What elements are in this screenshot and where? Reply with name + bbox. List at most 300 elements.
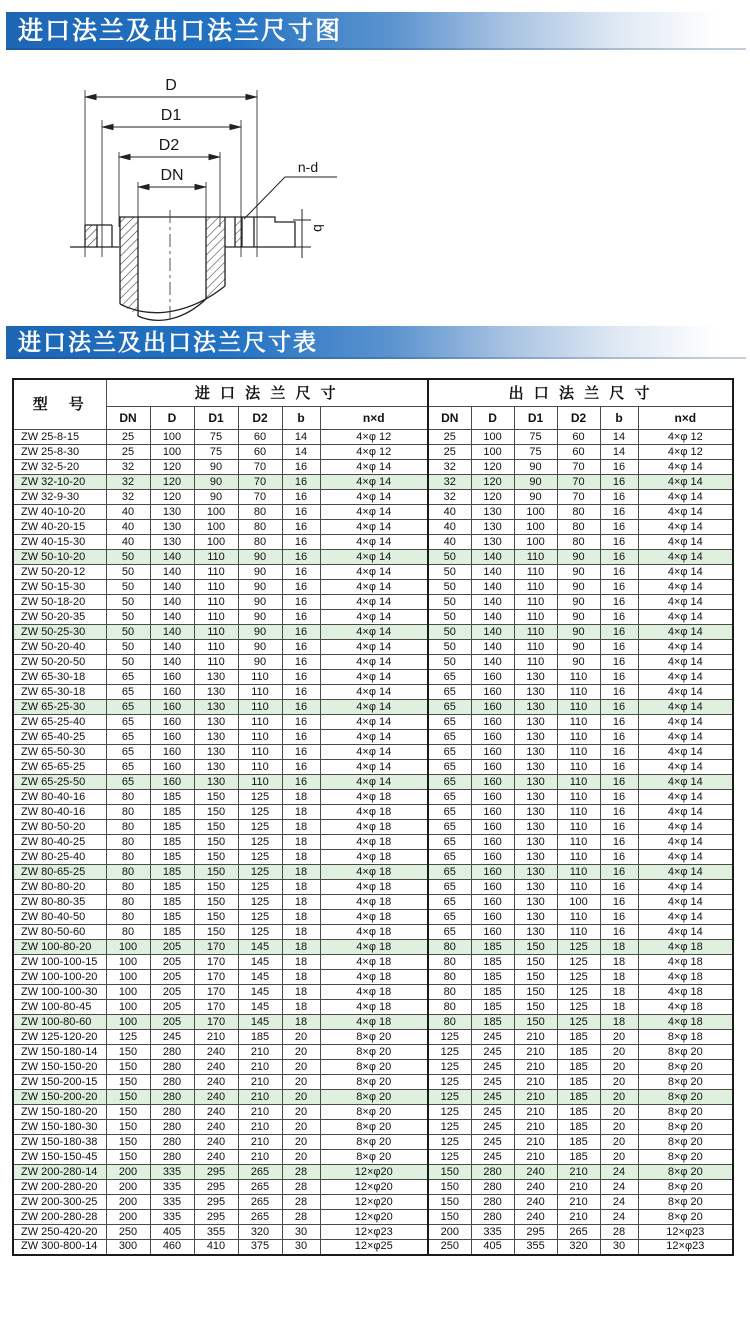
dimension-cell: 65 — [106, 670, 150, 685]
inlet-section-header: 进 口 法 兰 尺 寸 — [106, 379, 428, 407]
dimension-cell: 18 — [282, 910, 320, 925]
dimension-cell: 65 — [428, 805, 471, 820]
table-row — [13, 610, 733, 625]
dimension-cell: 295 — [194, 1195, 238, 1210]
dimension-cell: 65 — [428, 745, 471, 760]
dimension-cell: 280 — [471, 1180, 514, 1195]
dimension-cell: 295 — [514, 1225, 557, 1240]
dimension-cell: 4×φ 14 — [638, 625, 733, 640]
dimension-cell: 185 — [150, 910, 194, 925]
dimension-cell: 90 — [238, 655, 282, 670]
dimension-cell: 80 — [106, 790, 150, 805]
model-cell: ZW 80-50-60 — [13, 925, 106, 940]
dimension-cell: 16 — [600, 730, 638, 745]
dimension-cell: 100 — [194, 535, 238, 550]
dimension-cell: 160 — [471, 850, 514, 865]
dimension-cell: 8×φ 20 — [320, 1105, 428, 1120]
dimension-cell: 125 — [428, 1105, 471, 1120]
dimension-cell: 320 — [238, 1225, 282, 1240]
dimension-cell: 16 — [600, 475, 638, 490]
dimension-cell: 145 — [238, 1000, 282, 1015]
model-cell: ZW 100-100-30 — [13, 985, 106, 1000]
dimension-cell: 110 — [194, 580, 238, 595]
dimension-cell: 70 — [557, 475, 600, 490]
flange-dimension-table — [12, 378, 734, 1256]
dimension-cell: 250 — [428, 1240, 471, 1255]
dimension-cell: 4×φ 14 — [638, 850, 733, 865]
dimension-cell: 18 — [282, 955, 320, 970]
dimension-cell: 280 — [471, 1195, 514, 1210]
table-row — [13, 520, 733, 535]
dimension-cell: 75 — [514, 445, 557, 460]
dimension-cell: 130 — [194, 760, 238, 775]
dimension-cell: 100 — [514, 505, 557, 520]
dimension-cell: 245 — [471, 1135, 514, 1150]
dimension-cell: 32 — [106, 490, 150, 505]
dimension-cell: 200 — [428, 1225, 471, 1240]
model-cell: ZW 25-8-15 — [13, 430, 106, 445]
dimension-cell: 170 — [194, 955, 238, 970]
dimension-cell: 295 — [194, 1180, 238, 1195]
table-row — [13, 850, 733, 865]
dimension-cell: 110 — [238, 745, 282, 760]
dimension-cell: 210 — [514, 1150, 557, 1165]
dimension-cell: 16 — [600, 910, 638, 925]
dimension-cell: 460 — [150, 1240, 194, 1255]
dimension-cell: 110 — [557, 850, 600, 865]
dimension-cell: 160 — [471, 745, 514, 760]
dimension-cell: 4×φ 14 — [638, 910, 733, 925]
dimension-cell: 4×φ 14 — [638, 550, 733, 565]
table-title-bar — [6, 326, 746, 359]
dimension-cell: 150 — [428, 1165, 471, 1180]
outlet-col-d1: D1 — [514, 407, 557, 430]
dimension-cell: 16 — [600, 805, 638, 820]
dimension-cell: 335 — [150, 1180, 194, 1195]
dimension-cell: 245 — [471, 1060, 514, 1075]
table-row — [13, 865, 733, 880]
dimension-cell: 160 — [150, 700, 194, 715]
dimension-cell: 110 — [557, 835, 600, 850]
dimension-cell: 4×φ 14 — [320, 640, 428, 655]
dimension-cell: 18 — [600, 940, 638, 955]
dimension-cell: 245 — [471, 1075, 514, 1090]
dimension-cell: 125 — [428, 1045, 471, 1060]
dimension-cell: 90 — [238, 625, 282, 640]
dimension-cell: 20 — [600, 1060, 638, 1075]
model-cell: ZW 100-80-45 — [13, 1000, 106, 1015]
dimension-cell: 185 — [557, 1045, 600, 1060]
dimension-cell: 125 — [557, 985, 600, 1000]
model-cell: ZW 50-15-30 — [13, 580, 106, 595]
dimension-cell: 30 — [600, 1240, 638, 1255]
dimension-cell: 50 — [106, 610, 150, 625]
dimension-cell: 4×φ 14 — [320, 745, 428, 760]
dimension-cell: 28 — [600, 1225, 638, 1240]
dimension-cell: 4×φ 18 — [320, 955, 428, 970]
dim-label-d1: D1 — [160, 107, 182, 124]
dimension-cell: 4×φ 14 — [638, 775, 733, 790]
dimension-cell: 125 — [238, 910, 282, 925]
dimension-cell: 150 — [106, 1105, 150, 1120]
dimension-cell: 4×φ 14 — [638, 925, 733, 940]
dimension-cell: 160 — [471, 730, 514, 745]
table-row — [13, 805, 733, 820]
dimension-cell: 16 — [600, 775, 638, 790]
model-cell: ZW 50-18-20 — [13, 595, 106, 610]
dimension-cell: 80 — [428, 1015, 471, 1030]
dimension-cell: 30 — [282, 1225, 320, 1240]
dimension-cell: 4×φ 14 — [320, 595, 428, 610]
dimension-cell: 90 — [557, 625, 600, 640]
dimension-cell: 140 — [150, 625, 194, 640]
dimension-cell: 185 — [150, 895, 194, 910]
dimension-cell: 65 — [428, 670, 471, 685]
dimension-cell: 4×φ 14 — [638, 580, 733, 595]
dimension-cell: 110 — [238, 730, 282, 745]
dimension-cell: 200 — [106, 1180, 150, 1195]
table-row — [13, 1150, 733, 1165]
dimension-cell: 160 — [150, 745, 194, 760]
dimension-cell: 280 — [150, 1105, 194, 1120]
dimension-cell: 240 — [194, 1105, 238, 1120]
table-row — [13, 1225, 733, 1240]
dimension-cell: 120 — [471, 460, 514, 475]
dimension-cell: 65 — [428, 820, 471, 835]
table-row — [13, 1135, 733, 1150]
dimension-cell: 160 — [150, 670, 194, 685]
dimension-cell: 24 — [600, 1180, 638, 1195]
dimension-cell: 280 — [150, 1090, 194, 1105]
dimension-cell: 125 — [428, 1075, 471, 1090]
dimension-cell: 16 — [600, 505, 638, 520]
dimension-cell: 18 — [282, 865, 320, 880]
inlet-col-nxd: n×d — [320, 407, 428, 430]
dimension-cell: 130 — [514, 925, 557, 940]
dimension-cell: 185 — [150, 805, 194, 820]
dimension-cell: 120 — [150, 460, 194, 475]
dimension-cell: 130 — [514, 700, 557, 715]
dimension-cell: 130 — [514, 775, 557, 790]
model-cell: ZW 40-15-30 — [13, 535, 106, 550]
dimension-cell: 65 — [428, 730, 471, 745]
dimension-cell: 16 — [600, 850, 638, 865]
outlet-col-b: b — [600, 407, 638, 430]
dimension-cell: 65 — [106, 685, 150, 700]
dimension-cell: 4×φ 12 — [638, 445, 733, 460]
dimension-cell: 4×φ 14 — [320, 685, 428, 700]
dimension-cell: 210 — [557, 1180, 600, 1195]
dimension-cell: 185 — [471, 1015, 514, 1030]
dimension-cell: 210 — [514, 1135, 557, 1150]
dimension-cell: 150 — [194, 850, 238, 865]
dimension-cell: 140 — [471, 565, 514, 580]
dimension-cell: 210 — [514, 1045, 557, 1060]
dimension-cell: 8×φ 20 — [638, 1060, 733, 1075]
dimension-cell: 40 — [106, 520, 150, 535]
dimension-cell: 70 — [557, 460, 600, 475]
dimension-cell: 160 — [471, 670, 514, 685]
dimension-cell: 4×φ 18 — [320, 790, 428, 805]
dimension-cell: 170 — [194, 970, 238, 985]
dimension-cell: 80 — [428, 940, 471, 955]
dimension-cell: 125 — [238, 865, 282, 880]
dimension-cell: 20 — [600, 1120, 638, 1135]
dimension-cell: 130 — [514, 685, 557, 700]
table-row — [13, 445, 733, 460]
dimension-cell: 130 — [514, 730, 557, 745]
dimension-cell: 130 — [471, 520, 514, 535]
dimension-cell: 4×φ 14 — [638, 490, 733, 505]
dimension-cell: 16 — [600, 745, 638, 760]
dimension-cell: 65 — [428, 715, 471, 730]
dimension-cell: 245 — [471, 1150, 514, 1165]
dimension-cell: 20 — [600, 1075, 638, 1090]
dimension-cell: 240 — [514, 1165, 557, 1180]
dimension-cell: 200 — [106, 1210, 150, 1225]
dimension-cell: 12×φ20 — [320, 1180, 428, 1195]
dimension-cell: 4×φ 18 — [320, 820, 428, 835]
dimension-cell: 110 — [514, 640, 557, 655]
dimension-cell: 4×φ 14 — [320, 625, 428, 640]
dimension-cell: 185 — [471, 940, 514, 955]
dimension-cell: 75 — [194, 445, 238, 460]
dimension-cell: 210 — [238, 1090, 282, 1105]
dimension-cell: 300 — [106, 1240, 150, 1255]
dimension-cell: 130 — [194, 685, 238, 700]
dimension-cell: 4×φ 14 — [638, 895, 733, 910]
dimension-cell: 12×φ23 — [638, 1240, 733, 1255]
dimension-cell: 185 — [150, 865, 194, 880]
dimension-cell: 4×φ 14 — [638, 655, 733, 670]
table-row — [13, 1015, 733, 1030]
dimension-cell: 50 — [428, 565, 471, 580]
dimension-cell: 110 — [514, 580, 557, 595]
dimension-cell: 4×φ 18 — [320, 835, 428, 850]
dimension-cell: 130 — [514, 820, 557, 835]
dimension-cell: 160 — [471, 805, 514, 820]
model-cell: ZW 125-120-20 — [13, 1030, 106, 1045]
dimension-cell: 100 — [194, 505, 238, 520]
dimension-cell: 16 — [600, 895, 638, 910]
outlet-col-d: D — [471, 407, 514, 430]
dimension-cell: 80 — [557, 535, 600, 550]
dimension-cell: 100 — [150, 430, 194, 445]
dimension-cell: 16 — [600, 625, 638, 640]
table-row — [13, 1030, 733, 1045]
dimension-cell: 150 — [194, 820, 238, 835]
dimension-cell: 16 — [600, 550, 638, 565]
dimension-cell: 140 — [150, 565, 194, 580]
model-cell: ZW 150-150-45 — [13, 1150, 106, 1165]
dimension-cell: 18 — [282, 1000, 320, 1015]
dimension-cell: 75 — [194, 430, 238, 445]
dimension-cell: 335 — [471, 1225, 514, 1240]
dimension-cell: 110 — [557, 820, 600, 835]
dimension-cell: 80 — [557, 520, 600, 535]
model-cell: ZW 300-800-14 — [13, 1240, 106, 1255]
dimension-cell: 4×φ 18 — [320, 895, 428, 910]
dimension-cell: 280 — [150, 1045, 194, 1060]
dimension-cell: 24 — [600, 1165, 638, 1180]
table-title: 进口法兰及出口法兰尺寸表 — [18, 329, 318, 356]
model-cell: ZW 65-30-18 — [13, 670, 106, 685]
dimension-cell: 16 — [282, 475, 320, 490]
dimension-cell: 8×φ 20 — [320, 1090, 428, 1105]
dimension-cell: 25 — [428, 430, 471, 445]
dimension-cell: 120 — [471, 490, 514, 505]
dimension-cell: 210 — [557, 1210, 600, 1225]
dimension-cell: 4×φ 18 — [320, 850, 428, 865]
table-row — [13, 625, 733, 640]
dimension-cell: 50 — [428, 625, 471, 640]
dimension-cell: 140 — [150, 580, 194, 595]
dimension-cell: 125 — [428, 1150, 471, 1165]
dimension-cell: 50 — [106, 655, 150, 670]
dimension-cell: 90 — [194, 490, 238, 505]
dimension-cell: 50 — [428, 550, 471, 565]
dimension-cell: 16 — [600, 580, 638, 595]
dimension-cell: 185 — [471, 955, 514, 970]
dimension-cell: 110 — [557, 670, 600, 685]
dimension-cell: 210 — [238, 1150, 282, 1165]
dimension-cell: 14 — [600, 445, 638, 460]
model-cell: ZW 32-10-20 — [13, 475, 106, 490]
model-cell: ZW 150-200-20 — [13, 1090, 106, 1105]
dimension-cell: 18 — [282, 850, 320, 865]
table-row — [13, 565, 733, 580]
dimension-cell: 125 — [557, 1015, 600, 1030]
table-row — [13, 1060, 733, 1075]
dimension-cell: 210 — [514, 1090, 557, 1105]
dimension-cell: 18 — [282, 835, 320, 850]
dimension-cell: 18 — [600, 955, 638, 970]
dimension-cell: 4×φ 12 — [320, 430, 428, 445]
table-row — [13, 1120, 733, 1135]
dimension-cell: 20 — [600, 1105, 638, 1120]
dimension-cell: 100 — [150, 445, 194, 460]
dimension-cell: 185 — [150, 820, 194, 835]
dimension-cell: 16 — [600, 460, 638, 475]
dimension-cell: 8×φ 20 — [320, 1060, 428, 1075]
dimension-cell: 110 — [557, 760, 600, 775]
dimension-cell: 4×φ 14 — [320, 565, 428, 580]
dimension-cell: 40 — [428, 505, 471, 520]
table-row — [13, 820, 733, 835]
dimension-cell: 160 — [150, 715, 194, 730]
dimension-cell: 4×φ 14 — [638, 730, 733, 745]
dimension-cell: 8×φ 20 — [638, 1195, 733, 1210]
dimension-cell: 40 — [428, 520, 471, 535]
model-cell: ZW 65-65-25 — [13, 760, 106, 775]
dimension-cell: 65 — [106, 760, 150, 775]
dimension-cell: 110 — [194, 550, 238, 565]
dimension-cell: 110 — [514, 595, 557, 610]
model-cell: ZW 65-50-30 — [13, 745, 106, 760]
dimension-cell: 4×φ 18 — [638, 1015, 733, 1030]
dimension-cell: 32 — [428, 475, 471, 490]
dimension-cell: 145 — [238, 985, 282, 1000]
dimension-cell: 160 — [150, 775, 194, 790]
table-row — [13, 1000, 733, 1015]
dimension-cell: 185 — [150, 835, 194, 850]
dimension-cell: 4×φ 18 — [320, 940, 428, 955]
dimension-cell: 200 — [106, 1195, 150, 1210]
dimension-cell: 240 — [514, 1210, 557, 1225]
dimension-cell: 18 — [282, 985, 320, 1000]
outlet-section-header: 出 口 法 兰 尺 寸 — [428, 379, 733, 407]
dimension-cell: 8×φ 20 — [638, 1120, 733, 1135]
dimension-cell: 50 — [106, 625, 150, 640]
table-row — [13, 535, 733, 550]
dimension-cell: 65 — [428, 895, 471, 910]
model-cell: ZW 80-40-25 — [13, 835, 106, 850]
nd-leader-line — [244, 177, 337, 219]
inlet-col-b: b — [282, 407, 320, 430]
dimension-cell: 8×φ 20 — [320, 1135, 428, 1150]
dimension-cell: 16 — [282, 505, 320, 520]
dimension-cell: 90 — [557, 640, 600, 655]
model-cell: ZW 80-65-25 — [13, 865, 106, 880]
dimension-cell: 16 — [282, 775, 320, 790]
table-row — [13, 1090, 733, 1105]
dimension-cell: 4×φ 14 — [320, 535, 428, 550]
dimension-cell: 160 — [471, 760, 514, 775]
dimension-cell: 130 — [471, 535, 514, 550]
dim-label-d: D — [165, 77, 177, 94]
dimension-cell: 280 — [471, 1165, 514, 1180]
dimension-cell: 130 — [514, 895, 557, 910]
dimension-cell: 150 — [106, 1060, 150, 1075]
dimension-cell: 16 — [600, 535, 638, 550]
dimension-cell: 14 — [282, 430, 320, 445]
table-row — [13, 640, 733, 655]
dimension-cell: 295 — [194, 1210, 238, 1225]
dimension-cell: 125 — [238, 895, 282, 910]
dimension-cell: 100 — [514, 535, 557, 550]
dimension-cell: 150 — [194, 880, 238, 895]
dimension-cell: 80 — [106, 805, 150, 820]
dimension-cell: 90 — [514, 490, 557, 505]
dimension-cell: 4×φ 18 — [638, 985, 733, 1000]
dimension-cell: 4×φ 14 — [320, 610, 428, 625]
dimension-cell: 4×φ 14 — [320, 550, 428, 565]
table-row — [13, 1105, 733, 1120]
dimension-cell: 150 — [194, 895, 238, 910]
dimension-cell: 210 — [557, 1165, 600, 1180]
dimension-cell: 110 — [514, 655, 557, 670]
dimension-cell: 110 — [557, 715, 600, 730]
model-cell: ZW 65-25-30 — [13, 700, 106, 715]
dimension-cell: 150 — [194, 835, 238, 850]
model-cell: ZW 40-10-20 — [13, 505, 106, 520]
model-cell: ZW 50-20-35 — [13, 610, 106, 625]
model-cell: ZW 200-300-25 — [13, 1195, 106, 1210]
dimension-cell: 80 — [238, 505, 282, 520]
dimension-cell: 160 — [471, 895, 514, 910]
dimension-cell: 18 — [282, 880, 320, 895]
model-cell: ZW 32-5-20 — [13, 460, 106, 475]
dimension-cell: 16 — [282, 670, 320, 685]
dimension-cell: 12×φ23 — [320, 1225, 428, 1240]
dimension-cell: 140 — [471, 595, 514, 610]
table-row — [13, 955, 733, 970]
dimension-cell: 110 — [557, 790, 600, 805]
dimension-cell: 65 — [106, 715, 150, 730]
model-cell: ZW 100-100-15 — [13, 955, 106, 970]
dimension-cell: 90 — [557, 580, 600, 595]
dimension-cell: 160 — [150, 685, 194, 700]
